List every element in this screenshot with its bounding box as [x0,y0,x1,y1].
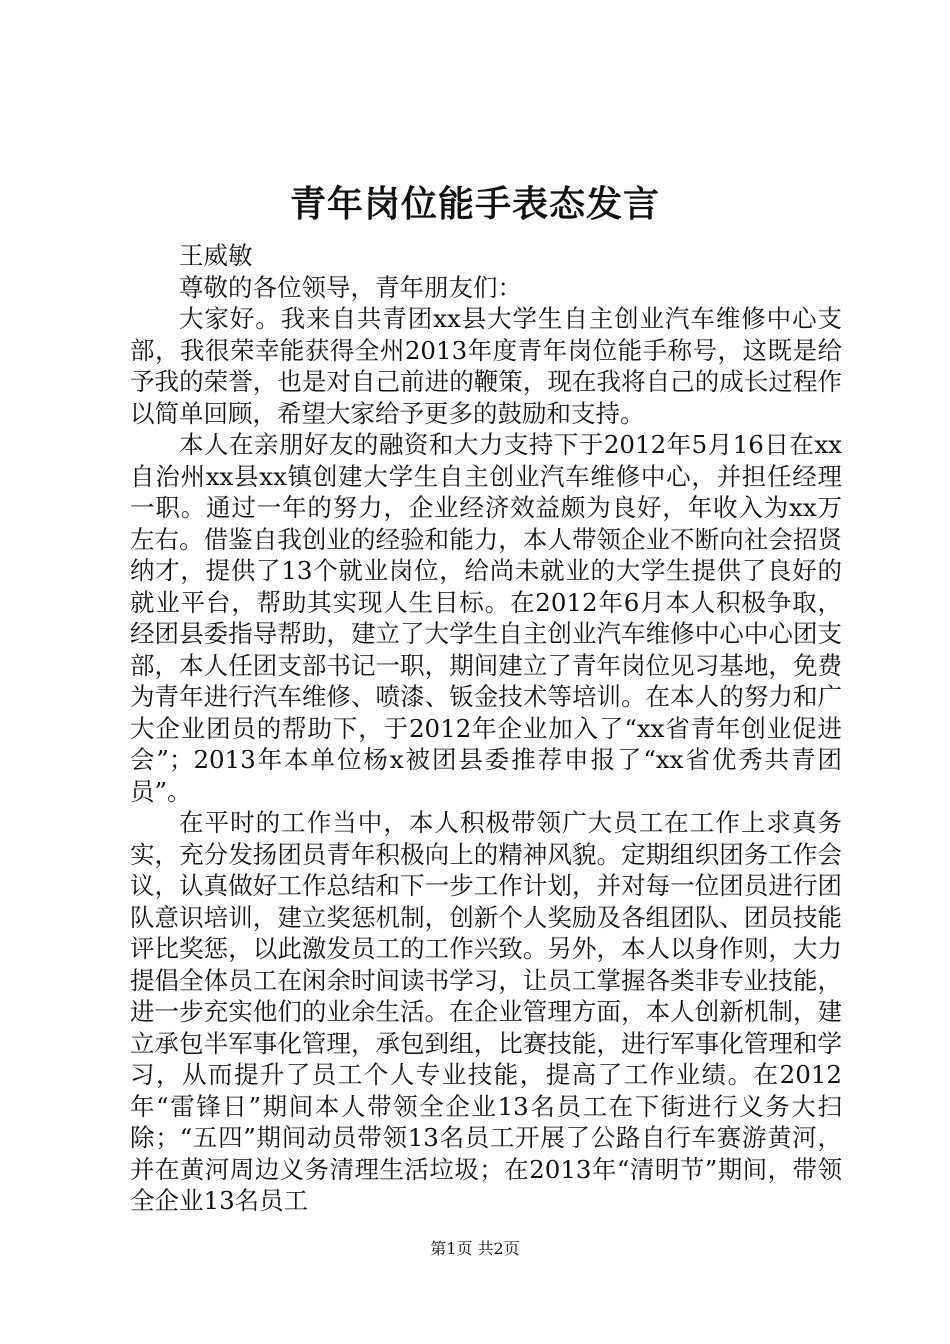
page-footer: 第1页 共2页 [430,1239,520,1258]
paragraph-1: 大家好。我来自共青团xx县大学生自主创业汽车维修中心支部，我很荣幸能获得全州2013年度青年岗位能手称号，这既是给予我的荣誉，也是对自己前进的鞭策，现在我将自己的成长过程作以简单回顾，希望大家给予更多的鼓励和支持。 [130,304,842,428]
salutation-line: 尊敬的各位领导，青年朋友们： [179,272,522,302]
paragraph-2: 本人在亲朋好友的融资和大力支持下于2012年5月16日在xx自治州xx县xx镇创建大学生自主创业汽车维修中心，并担任经理一职。通过一年的努力，企业经济效益颇为良好，年收入为xx万左右。借鉴自我创业的经验和能力，本人带领企业不断向社会招贤纳才，提供了13个就业岗位，给尚未就业的大学生提供了良好的就业平台，帮助其实现人生目标。在2012年6月本人积极争取，经团县委指导帮助，建立了大学生自主创业汽车维修中心中心团支部，本人任团支部书记一职，期间建立了青年岗位见习基地，免费为青年进行汽车维修、喷漆、钣金技术等培训。在本人的努力和广大企业团员的帮助下，于2012年企业加入了“xx省青年创业促进会”；2013年本单位杨x被团县委推荐申报了“xx省优秀共青团员”。 [130,430,842,806]
author-line: 王威敏 [179,241,253,270]
document-title: 青年岗位能手表态发言 [289,184,660,225]
paragraph-3: 在平时的工作当中，本人积极带领广大员工在工作上求真务实，充分发扬团员青年积极向上的精神风貌。定期组织团务工作会议，认真做好工作总结和下一步工作计划，并对每一位团员进行团队意识培训，建立奖惩机制，创新个人奖励及各组团队、团员技能评比奖惩，以此激发员工的工作兴致。另外，本人以身作则，大力提倡全体员工在闲余时间读书学习，让员工掌握各类非专业技能，进一步充实他们的业余生活。在企业管理方面，本人创新机制，建立承包半军事化管理，承包到组，比赛技能，进行军事化管理和学习，从而提升了员工个人专业技能，提高了工作业绩。在2012年“雷锋日”期间本人带领全企业13名员工在下街进行义务大扫除；“五四”期间动员带领13名员工开展了公路自行车赛游黄河，并在黄河周边义务清理生活垃圾；在2013年“清明节”期间，带领全企业13名员工 [130,808,842,1215]
document-body [130,240,842,1217]
